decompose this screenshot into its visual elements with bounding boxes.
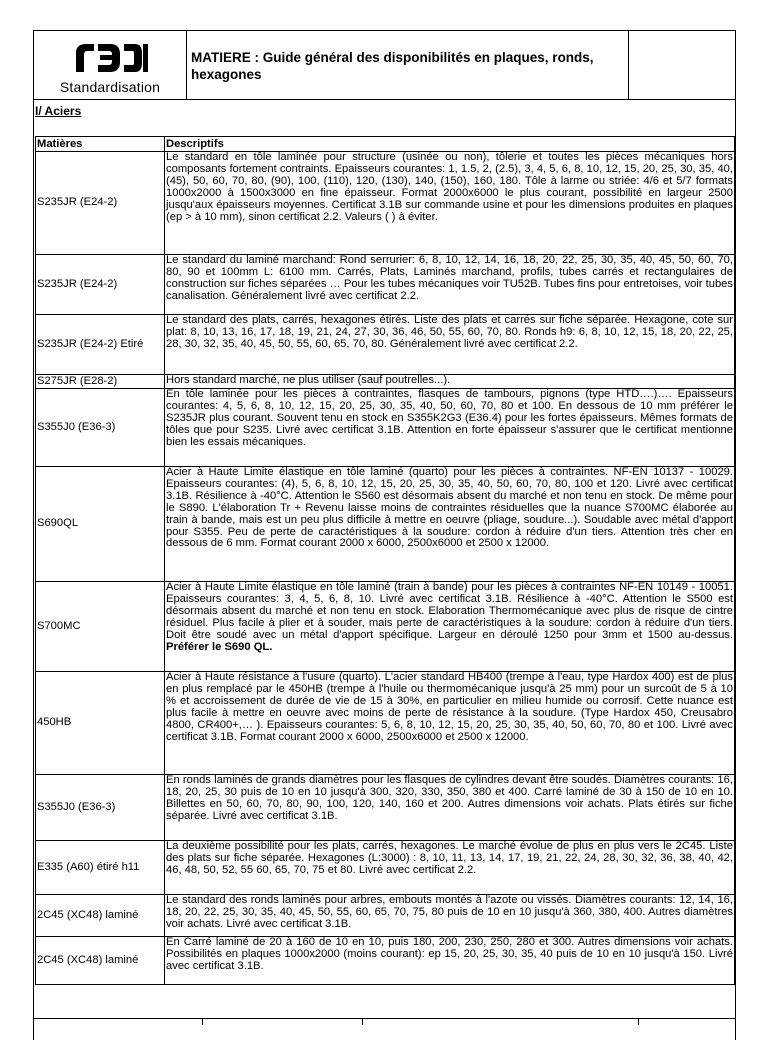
material-cell: S235JR (E24-2)	[36, 255, 165, 315]
table-row	[36, 255, 735, 315]
table-row	[36, 582, 735, 672]
material-cell: S355J0 (E36-3)	[36, 389, 165, 467]
logo-box	[34, 31, 187, 99]
material-cell: 2C45 (XC48) laminé	[36, 895, 165, 937]
description-cell: Acier à Haute Limite élastique en tôle laminé (quarto) pour les pièces à contraintes. NF-EN 10137 - 10029. Epaisseurs courantes: (4), 5, 6, 8, 10, 12, 15, 20, 25, 30, 35, 40, 50, 60, 70, 80, 100 et 120. Livré avec certificat 3.1B. Résilience à -40°C. Attention le S560 est désormais absent du marché et non tenu en stock. De même pour le S890. L'élaboration Tr + Revenu laisse moins de contraintes résiduelles que la nuance S700MC élaborée au train à bande, mais est un peu plus difficile à mettre en oeuvre (pliage, soudure...). Soudable avec métal d'apport pour S355. Peu de perte de caractéristiques à la soudure: cordon à réduire d'un tiers. Attention très cher en dessous de 6 mm. Format courant 2000 x 6000, 2500x6000 et 2500 x 12000.	[165, 467, 735, 582]
description-cell	[165, 582, 735, 672]
description-text: Acier à Haute Limite élastique en tôle laminé (train à bande) pour les pièces à contraintes NF-EN 10149 - 10051. Epaisseurs courantes: 3, 4, 5, 6, 8, 10. Livré avec certificat 3.1B. Résilience à -40°C. Attention le S500 est désormais absent du marché et non tenu en stock. Elaboration Thermomécanique avec plus de risque de cintre résiduel. Plus facile à plier et à souder, mais perte de caractéristiques à la soudure: cordon à réduire d'un tiers. Doit être soudé avec un métal d'apport spécifique. Largeur en déroulé 1250 pour 3mm et 1500 au-dessus.	[166, 581, 733, 641]
table-row	[36, 389, 735, 467]
table-row	[36, 375, 735, 389]
description-cell: En Carré laminé de 20 à 160 de 10 en 10, puis 180, 200, 230, 250, 280 et 300. Autres dimensions voir achats. Possibilités en plaques 1000x2000 (moins courant): ep 15, 20, 25, 30, 35, 40 puis de 10 en 10 jusqu'à 150. Livré avec certificat 3.1B.	[165, 937, 735, 985]
document-header	[33, 30, 736, 100]
material-cell: S235JR (E24-2)	[36, 152, 165, 255]
material-cell: S700MC	[36, 582, 165, 672]
footer-cell	[203, 1019, 363, 1025]
document-title: MATIERE : Guide général des disponibilités en plaques, ronds, hexagones	[187, 31, 629, 99]
footer-cell	[363, 1019, 639, 1025]
description-cell: Le standard des ronds laminés pour arbres, embouts montés à l'azote ou vissés. Diamètres courants: 12, 14, 16, 18, 20, 22, 25, 30, 35, 40, 45, 50, 55, 60, 65, 70, 75, 80 puis de 10 en 10 jusqu'à 360, 380, 400. Autres diamètres voir achats. Livré avec certificat 3.1B.	[165, 895, 735, 937]
table-row	[36, 775, 735, 841]
materials-table	[35, 136, 735, 985]
table-row	[36, 672, 735, 775]
footer-cell	[639, 1019, 736, 1025]
table-row	[36, 937, 735, 985]
description-cell: Le standard du laminé marchand: Rond serrurier: 6, 8, 10, 12, 14, 16, 18, 20, 22, 25, 30, 35, 40, 45, 50, 60, 70, 80, 90 et 100mm L: 6100 mm. Carrés, Plats, Laminés marchand, profils, tubes carrés et rectangulaires de construction sur fiches séparées … Pour les tubes mécaniques voir TU52B. Tubes fins pour entretoises, voir tubes canalisation. Généralement livré avec certificat 2.2.	[165, 255, 735, 315]
header-blank-cell	[629, 31, 735, 99]
material-cell: S690QL	[36, 467, 165, 582]
footer-row	[33, 1018, 736, 1024]
section-title: I/ Aciers	[35, 104, 82, 118]
column-header-descriptifs: Descriptifs	[165, 137, 735, 152]
material-cell: E335 (A60) étiré h11	[36, 841, 165, 895]
table-row	[36, 841, 735, 895]
company-logo-icon	[72, 41, 148, 73]
description-cell: En tôle laminée pour les pièces à contraintes, flasques de tambours, pignons (type HTD….)…. Epaisseurs courantes: 4, 5, 6, 8, 10, 12, 15, 20, 25, 30, 35, 40, 50, 60, 70, 80 et 100. En dessous de 10 mm préférer le S235JR plus courant. Souvent tenu en stock en S355K2G3 (E36.4) pour les fortes épaisseurs. Mêmes formats de tôles que pour S235. Livré avec certificat 3.1B. Attention en forte épaisseur s'assurer que le certificat mentionne bien les essais mécaniques.	[165, 389, 735, 467]
material-cell: S355J0 (E36-3)	[36, 775, 165, 841]
description-cell: En ronds laminés de grands diamètres pour les flasques de cylindres devant être soudés. Diamètres courants: 16, 18, 20, 25, 30 puis de 10 en 10 jusqu'à 300, 320, 330, 350, 380 et 400. Carré laminé de 30 à 150 de 10 en 10. Billettes en 50, 60, 70, 80, 90, 100, 120, 140, 160 et 200. Autres dimensions voir achats. Plats étirés sur fiche séparée. Livré avec certificat 3.1B.	[165, 775, 735, 841]
description-cell: Le standard en tôle laminée pour structure (usinée ou non), tôlerie et toutes les pièces mécaniques hors composants fortement contraints. Epaisseurs courantes: 1, 1.5, 2, (2.5), 3, 4, 5, 6, 8, 10, 12, 15, 20, 25, 30, 35, 40, (45), 50, 60, 70, 80, (90), 100, (110), 120, (130), 140, (150), 160, 180. Tôle à larme ou striée: 4/6 et 5/7 formats 1000x2000 à 1500x3000 en fine épaisseur. Format 2000x6000 le plus courant, possibilité en largeur 2500 jusqu'aux épaisseurs moyennes. Certificat 3.1B sur commande usine et pour les dimensions produites en plaques (ep > à 10 mm), sinon certificat 2.2. Valeurs ( ) à éviter.	[165, 152, 735, 255]
material-cell: 2C45 (XC48) laminé	[36, 937, 165, 985]
table-header-row	[36, 137, 735, 152]
material-cell: 450HB	[36, 672, 165, 775]
column-header-matieres: Matières	[36, 137, 165, 152]
footer-cell	[33, 1019, 203, 1025]
description-cell: Le standard des plats, carrés, hexagones étirés. Liste des plats et carrés sur fiche séparée. Hexagone, cote sur plat: 8, 10, 13, 16, 17, 18, 19, 21, 24, 27, 30, 36, 46, 50, 55, 60, 70, 80. Ronds h9: 6, 8, 10, 12, 15, 18, 20, 22, 25, 28, 30, 32, 35, 40, 45, 50, 55, 60, 65, 70, 80. Généralement livré avec certificat 2.2.	[165, 315, 735, 375]
table-row	[36, 315, 735, 375]
description-cell: Acier à Haute résistance à l'usure (quarto). L'acier standard HB400 (trempe à l'eau, type Hardox 400) est de plus en plus remplacé par le 450HB (trempe à l'huile ou thermomécanique jusqu'à 25 mm) pour un surcoût de 5 à 10 % et accroissement de durée de vie de 15 à 30%, en particulier en milieu humide ou corrosif. Cette nuance est plus facile à mettre en oeuvre avec moins de perte de résistance à la soudure. (Type Hardox 450, Creusabro 4800, CR400+,… ). Epaisseurs courantes: 5, 6, 8, 10, 12, 15, 20, 25, 30, 35, 40, 50, 60, 70, 80 et 100. Livré avec certificat 3.1B. Format courant 2000 x 6000, 2500x6000 et 2500 x 12000.	[165, 672, 735, 775]
description-cell: Hors standard marché, ne plus utiliser (sauf poutrelles...).	[165, 375, 735, 389]
table-row	[36, 467, 735, 582]
table-row	[36, 895, 735, 937]
table-row	[36, 152, 735, 255]
description-cell: La deuxième possibilité pour les plats, carrés, hexagones. Le marché évolue de plus en plus vers le 2C45. Liste des plats sur fiche séparée. Hexagones (L:3000) : 8, 10, 11, 13, 14, 17, 19, 21, 22, 24, 28, 30, 32, 36, 38, 40, 42, 46, 48, 50, 52, 55 60, 65, 70, 75 et 80. Livré avec certificat 2.2.	[165, 841, 735, 895]
material-cell: S275JR (E28-2)	[36, 375, 165, 389]
logo-text: Standardisation	[59, 79, 161, 95]
material-cell: S235JR (E24-2) Etiré	[36, 315, 165, 375]
description-emphasis: Préférer le S690 QL.	[166, 640, 273, 653]
